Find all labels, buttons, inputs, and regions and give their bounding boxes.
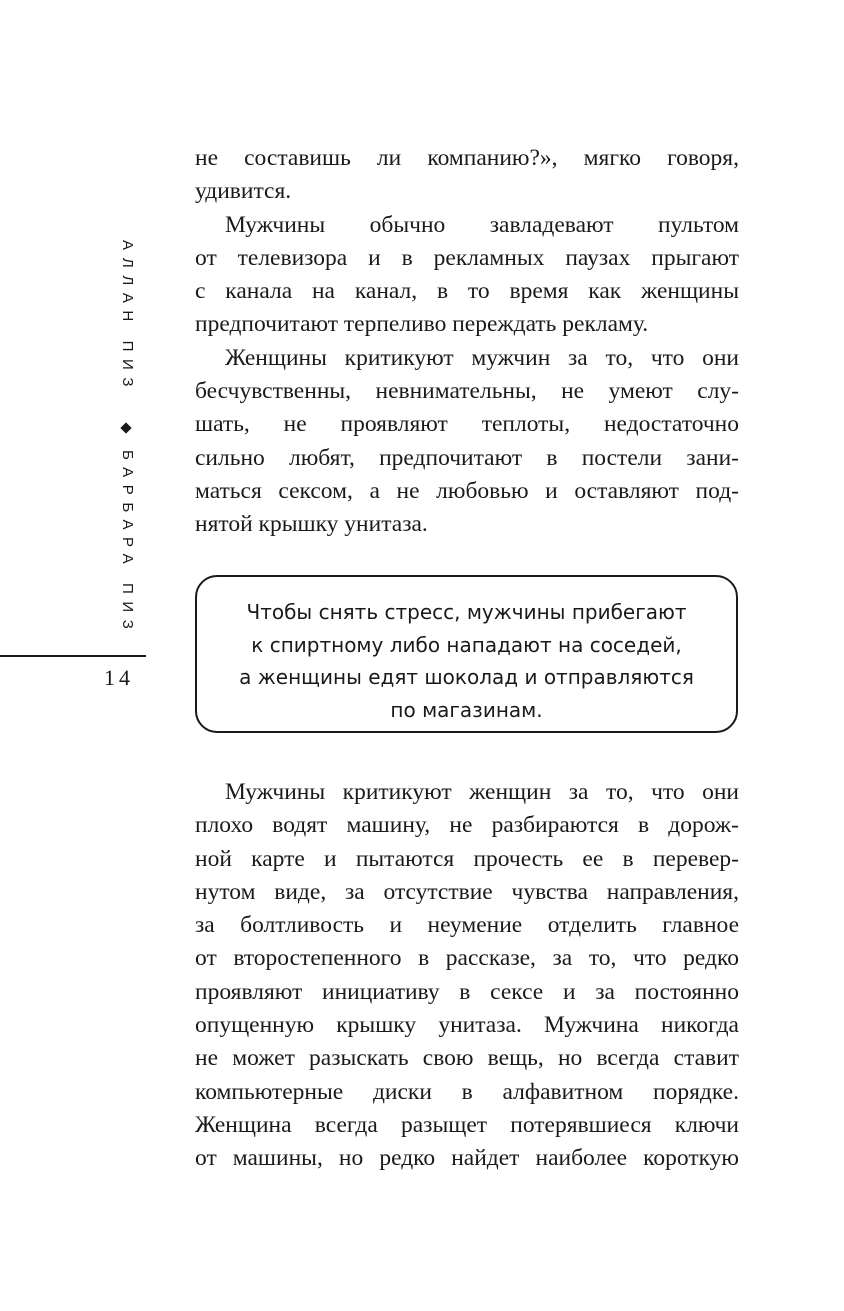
text-line: от телевизора и в рекламных паузах прыгают [195,244,739,271]
callout-line: а женщины едят шоколад и отправляются [239,665,694,689]
text-line: шать, не проявляют теплоты, недостаточно [195,411,739,438]
text-line: опущенную крышку унитаза. Мужчина никогда [195,1012,739,1039]
page-number-rule [0,655,146,657]
callout-line: к спиртному либо нападают на соседей, [251,632,682,657]
text-line: проявляют инициативу в сексе и за постоянно [195,978,739,1005]
text-line: Мужчины обычно завладевают пультом [225,211,739,238]
running-header-author1: АЛЛАН ПИЗ [119,240,136,395]
text-line: не составишь ли компанию?», мягко говоря, [195,145,739,171]
text-line: с канала на канал, в то время как женщины [195,278,739,305]
page-number: 14 [104,665,134,690]
callout-line: Чтобы снять стресс, мужчины прибегают [246,600,687,624]
text-line: Женщины критикуют мужчин за то, что они [225,344,739,371]
text-line: от машины, но редко найдет наиболее короткую [195,1145,739,1172]
text-line: Женщина всегда разыщет потерявшиеся ключи [195,1111,739,1138]
callout-box [195,575,738,733]
text-line: нятой крышку унитаза. [195,511,428,538]
diamond-separator-icon [120,422,131,433]
text-line: нутом виде, за отсутствие чувства направления, [195,878,739,905]
paragraph-block-bottom [195,776,739,1176]
text-line: удивится. [195,178,292,205]
text-line: плохо водят машину, не разбираются в дорож- [195,812,739,839]
text-line: бесчувственны, невнимательны, не умеют слу- [195,378,739,405]
text-line: предпочитают терпеливо переждать рекламу. [195,311,649,338]
text-line: маться сексом, а не любовью и оставляют под- [195,477,739,504]
text-line: ной карте и пытаются прочесть ее в перевер- [195,845,739,872]
text-line: от второстепенного в рассказе, за то, что редко [195,945,739,972]
callout-line: по магазинам. [390,697,543,722]
text-line: не может разыскать свою вещь, но всегда ставит [195,1045,739,1072]
text-line: сильно любят, предпочитают в постели зани- [195,444,739,471]
text-line: Мужчины критикуют женщин за то, что они [225,779,739,805]
text-line: компьютерные диски в алфавитном порядке. [195,1078,739,1105]
paragraph-block-top [195,142,739,542]
text-line: за болтливость и неумение отделить главное [195,912,739,939]
running-header [114,240,144,650]
running-header-author2: БАРБАРА ПИЗ [119,450,136,637]
